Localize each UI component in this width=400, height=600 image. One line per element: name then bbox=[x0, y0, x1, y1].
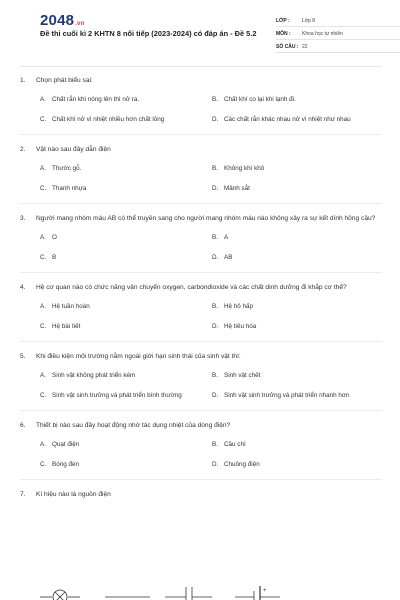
option-d[interactable] bbox=[212, 114, 384, 124]
option-text: Không khí khô bbox=[224, 164, 265, 172]
option-b[interactable] bbox=[212, 163, 384, 173]
option-d[interactable] bbox=[212, 390, 384, 400]
option-grid bbox=[20, 232, 382, 262]
question-stem bbox=[20, 76, 382, 86]
option-b[interactable] bbox=[212, 94, 384, 104]
question-divider bbox=[20, 341, 382, 342]
option-b[interactable] bbox=[212, 232, 384, 242]
option-text: Sinh vật không phát triển kém bbox=[52, 371, 136, 379]
option-letter: D. bbox=[212, 253, 219, 261]
option-grid bbox=[20, 439, 382, 469]
option-letter: C. bbox=[40, 391, 47, 399]
option-text: Sinh vật chết bbox=[224, 371, 261, 379]
question-stem bbox=[20, 352, 382, 362]
question-number: 3. bbox=[20, 215, 26, 222]
question-stem bbox=[20, 490, 382, 500]
question-1 bbox=[20, 76, 382, 135]
question-stem bbox=[20, 214, 382, 224]
logo-text: 2048 bbox=[40, 12, 75, 29]
option-b[interactable] bbox=[212, 301, 384, 311]
question-3 bbox=[20, 214, 382, 273]
exam-meta bbox=[276, 15, 400, 54]
option-text: Mảnh sắt bbox=[224, 184, 250, 192]
option-text: B bbox=[52, 253, 57, 261]
question-text: Người mang nhóm máu AB có thể truyền sang cho người mang nhóm máu nào không xảy ra sự kết dính hồng cầu? bbox=[36, 215, 376, 222]
option-c[interactable] bbox=[40, 390, 212, 400]
question-6 bbox=[20, 421, 382, 480]
question-list bbox=[20, 76, 382, 500]
option-letter: A. bbox=[40, 371, 46, 379]
option-d[interactable] bbox=[212, 252, 384, 262]
option-c[interactable] bbox=[40, 252, 212, 262]
option-text: Chuông điện bbox=[224, 460, 260, 468]
option-letter: C. bbox=[40, 322, 47, 330]
option-letter: C. bbox=[40, 115, 47, 123]
meta-value: 22 bbox=[302, 43, 308, 50]
option-text: Cầu chì bbox=[224, 440, 246, 448]
question-7 bbox=[20, 490, 382, 500]
option-letter: D. bbox=[212, 391, 219, 399]
meta-row-class bbox=[276, 15, 400, 27]
question-number: 1. bbox=[20, 77, 26, 84]
question-5 bbox=[20, 352, 382, 411]
option-c[interactable] bbox=[40, 183, 212, 193]
lamp-symbol[interactable] bbox=[40, 590, 80, 600]
question-number: 5. bbox=[20, 353, 26, 360]
question-divider bbox=[20, 203, 382, 204]
question-text: Hệ cơ quan nào có chức năng vận chuyển oxygen, carbondioxide và các chất dinh dưỡng đi khắp cơ thể? bbox=[36, 284, 347, 291]
logo-suffix: .vn bbox=[75, 21, 85, 27]
option-a[interactable] bbox=[40, 370, 212, 380]
question-text: Thiết bị nào sau đây hoạt động nhờ tác dụng nhiệt của dòng điện? bbox=[36, 422, 231, 429]
option-letter: C. bbox=[40, 184, 47, 192]
option-d[interactable] bbox=[212, 459, 384, 469]
option-text: Sinh vật sinh trưởng và phát triển nhanh hơn bbox=[224, 391, 350, 399]
question-text: Khi điều kiện môi trường nằm ngoài giới hạn sinh thái của sinh vật thì: bbox=[36, 353, 241, 360]
option-b[interactable] bbox=[212, 370, 384, 380]
option-letter: B. bbox=[212, 302, 218, 310]
question-text: Chọn phát biểu sai: bbox=[36, 77, 93, 84]
option-letter: B. bbox=[212, 371, 218, 379]
option-text: Chất khí nở vì nhiệt nhiều hơn chất lỏng bbox=[52, 115, 165, 123]
option-a[interactable] bbox=[40, 163, 212, 173]
option-text: Sinh vật sinh trưởng và phát triển bình thường bbox=[52, 391, 182, 399]
meta-row-subject bbox=[276, 28, 400, 40]
question-2 bbox=[20, 145, 382, 204]
option-text: Quạt điện bbox=[52, 440, 80, 448]
option-d[interactable] bbox=[212, 321, 384, 331]
question-stem bbox=[20, 283, 382, 293]
question-number: 7. bbox=[20, 491, 26, 498]
option-letter: D. bbox=[212, 460, 219, 468]
option-letter: A. bbox=[40, 164, 46, 172]
option-grid bbox=[20, 301, 382, 331]
option-letter: B. bbox=[212, 164, 218, 172]
capacitor-symbol[interactable] bbox=[165, 587, 212, 600]
question-stem bbox=[20, 421, 382, 431]
option-text: A bbox=[224, 233, 229, 241]
question-number: 4. bbox=[20, 284, 26, 291]
header-divider bbox=[20, 66, 382, 67]
meta-label: MÔN : bbox=[276, 30, 291, 37]
option-c[interactable] bbox=[40, 321, 212, 331]
option-letter: D. bbox=[212, 115, 219, 123]
question-divider bbox=[20, 410, 382, 411]
battery-plus-sign: + bbox=[263, 588, 267, 594]
option-a[interactable] bbox=[40, 439, 212, 449]
meta-value: Khoa học tự nhiên bbox=[302, 30, 343, 37]
option-text: Hệ tuần hoàn bbox=[52, 302, 90, 310]
option-text: Chất rắn khi nóng lên thì nở ra. bbox=[52, 95, 140, 103]
question-divider bbox=[20, 272, 382, 273]
meta-value: Lớp 8 bbox=[302, 17, 316, 24]
meta-label: LỚP : bbox=[276, 17, 290, 24]
question-text: Vật nào sau đây dẫn điện bbox=[36, 146, 111, 153]
option-text: Hệ bài tiết bbox=[52, 322, 81, 330]
option-grid bbox=[20, 163, 382, 193]
option-letter: D. bbox=[212, 322, 219, 330]
option-text: Hệ hô hấp bbox=[224, 302, 254, 310]
option-b[interactable] bbox=[212, 439, 384, 449]
option-a[interactable] bbox=[40, 94, 212, 104]
site-logo[interactable] bbox=[40, 12, 84, 29]
question-divider bbox=[20, 134, 382, 135]
option-a[interactable] bbox=[40, 232, 212, 242]
option-c[interactable] bbox=[40, 459, 212, 469]
option-letter: B. bbox=[212, 95, 218, 103]
option-letter: B. bbox=[212, 440, 218, 448]
meta-label: SỐ CÂU : bbox=[276, 43, 299, 50]
option-letter: C. bbox=[40, 460, 47, 468]
option-text: O bbox=[52, 233, 57, 241]
option-letter: A. bbox=[40, 302, 46, 310]
question-number: 6. bbox=[20, 422, 26, 429]
battery-symbol[interactable] bbox=[235, 586, 280, 600]
option-d[interactable] bbox=[212, 183, 384, 193]
question-4 bbox=[20, 283, 382, 342]
option-text: Chất khí co lại khi lạnh đi. bbox=[224, 95, 296, 103]
option-grid bbox=[20, 94, 382, 124]
circuit-symbols bbox=[40, 585, 380, 600]
option-text: Thước gỗ. bbox=[52, 164, 82, 172]
option-letter: A. bbox=[40, 233, 46, 241]
option-text: Bóng đèn bbox=[52, 460, 79, 468]
option-grid bbox=[20, 370, 382, 400]
question-number: 2. bbox=[20, 146, 26, 153]
option-a[interactable] bbox=[40, 301, 212, 311]
option-letter: C. bbox=[40, 253, 47, 261]
option-text: Hệ tiêu hóa bbox=[224, 322, 257, 330]
question-text: Kí hiệu nào là nguồn điện bbox=[36, 491, 111, 498]
question-divider bbox=[20, 479, 382, 480]
option-letter: D. bbox=[212, 184, 219, 192]
question-stem bbox=[20, 145, 382, 155]
exam-title: Đề thi cuối kì 2 KHTN 8 nối tiếp (2023-2024) có đáp án - Đề 5.2 bbox=[40, 29, 257, 38]
option-letter: B. bbox=[212, 233, 218, 241]
option-text: Các chất rắn khác nhau nở vì nhiệt như nhau bbox=[224, 115, 351, 123]
meta-row-count bbox=[276, 41, 400, 53]
option-text: AB bbox=[224, 253, 233, 261]
page-header bbox=[20, 0, 382, 58]
option-c[interactable] bbox=[40, 114, 212, 124]
option-letter: A. bbox=[40, 95, 46, 103]
option-text: Thanh nhựa bbox=[52, 184, 87, 192]
option-letter: A. bbox=[40, 440, 46, 448]
